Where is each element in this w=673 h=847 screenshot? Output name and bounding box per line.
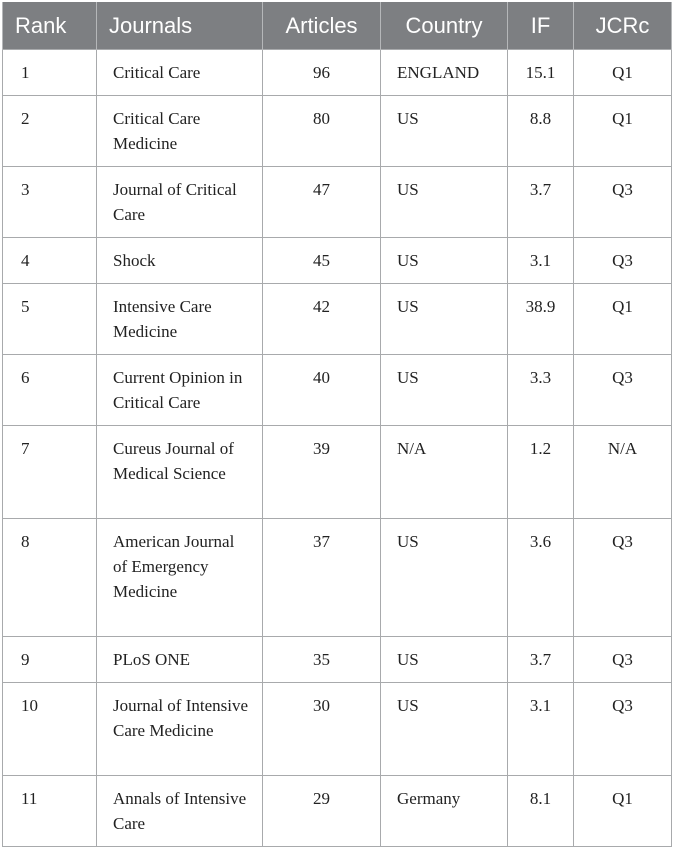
cell-jcrc: Q3	[574, 167, 672, 238]
cell-if: 8.1	[508, 776, 574, 847]
cell-country: ENGLAND	[381, 50, 508, 96]
cell-if: 3.6	[508, 519, 574, 637]
cell-country: US	[381, 637, 508, 683]
cell-articles: 37	[263, 519, 381, 637]
cell-articles: 80	[263, 96, 381, 167]
cell-rank: 6	[3, 355, 97, 426]
cell-articles: 40	[263, 355, 381, 426]
header-country: Country	[381, 2, 508, 50]
cell-country: US	[381, 355, 508, 426]
table-row	[3, 96, 672, 167]
header-if: IF	[508, 2, 574, 50]
header-journals: Journals	[97, 2, 263, 50]
cell-jcrc: Q3	[574, 519, 672, 637]
journals-table	[2, 2, 672, 847]
cell-articles: 96	[263, 50, 381, 96]
table-row	[3, 426, 672, 519]
table-row	[3, 355, 672, 426]
header-articles: Articles	[263, 2, 381, 50]
cell-country: US	[381, 167, 508, 238]
cell-rank: 1	[3, 50, 97, 96]
table-header	[3, 2, 672, 50]
cell-jcrc: N/A	[574, 426, 672, 519]
cell-jcrc: Q3	[574, 355, 672, 426]
cell-country: US	[381, 284, 508, 355]
cell-journal: Critical Care Medicine	[97, 96, 263, 167]
cell-jcrc: Q1	[574, 284, 672, 355]
cell-journal: Intensive Care Medicine	[97, 284, 263, 355]
cell-rank: 8	[3, 519, 97, 637]
cell-articles: 39	[263, 426, 381, 519]
cell-rank: 10	[3, 683, 97, 776]
cell-rank: 9	[3, 637, 97, 683]
cell-if: 3.7	[508, 167, 574, 238]
cell-country: Germany	[381, 776, 508, 847]
cell-jcrc: Q1	[574, 776, 672, 847]
cell-rank: 4	[3, 238, 97, 284]
cell-if: 3.3	[508, 355, 574, 426]
table-row	[3, 519, 672, 637]
cell-articles: 42	[263, 284, 381, 355]
cell-articles: 47	[263, 167, 381, 238]
cell-jcrc: Q1	[574, 96, 672, 167]
cell-if: 3.1	[508, 238, 574, 284]
cell-if: 1.2	[508, 426, 574, 519]
cell-country: US	[381, 96, 508, 167]
cell-journal: Current Opinion in Critical Care	[97, 355, 263, 426]
cell-articles: 35	[263, 637, 381, 683]
cell-jcrc: Q1	[574, 50, 672, 96]
cell-journal: Journal of Intensive Care Medicine	[97, 683, 263, 776]
cell-rank: 7	[3, 426, 97, 519]
table-body	[3, 50, 672, 847]
header-jcrc: JCRc	[574, 2, 672, 50]
cell-jcrc: Q3	[574, 637, 672, 683]
cell-country: US	[381, 519, 508, 637]
cell-country: US	[381, 683, 508, 776]
cell-articles: 29	[263, 776, 381, 847]
header-rank: Rank	[3, 2, 97, 50]
cell-journal: PLoS ONE	[97, 637, 263, 683]
cell-articles: 30	[263, 683, 381, 776]
cell-journal: Annals of Intensive Care	[97, 776, 263, 847]
table-row	[3, 238, 672, 284]
cell-if: 3.1	[508, 683, 574, 776]
table-row	[3, 776, 672, 847]
cell-jcrc: Q3	[574, 683, 672, 776]
cell-journal: Shock	[97, 238, 263, 284]
cell-rank: 2	[3, 96, 97, 167]
table-row	[3, 637, 672, 683]
cell-jcrc: Q3	[574, 238, 672, 284]
cell-rank: 5	[3, 284, 97, 355]
header-row	[3, 2, 672, 50]
cell-rank: 11	[3, 776, 97, 847]
cell-if: 3.7	[508, 637, 574, 683]
table-row	[3, 683, 672, 776]
cell-journal: Critical Care	[97, 50, 263, 96]
cell-journal: American Journal of Emergency Medicine	[97, 519, 263, 637]
cell-journal: Journal of Critical Care	[97, 167, 263, 238]
cell-country: N/A	[381, 426, 508, 519]
cell-articles: 45	[263, 238, 381, 284]
cell-country: US	[381, 238, 508, 284]
table-row	[3, 50, 672, 96]
cell-if: 38.9	[508, 284, 574, 355]
cell-rank: 3	[3, 167, 97, 238]
cell-journal: Cureus Journal of Medical Science	[97, 426, 263, 519]
cell-if: 15.1	[508, 50, 574, 96]
table-row	[3, 284, 672, 355]
cell-if: 8.8	[508, 96, 574, 167]
table-row	[3, 167, 672, 238]
